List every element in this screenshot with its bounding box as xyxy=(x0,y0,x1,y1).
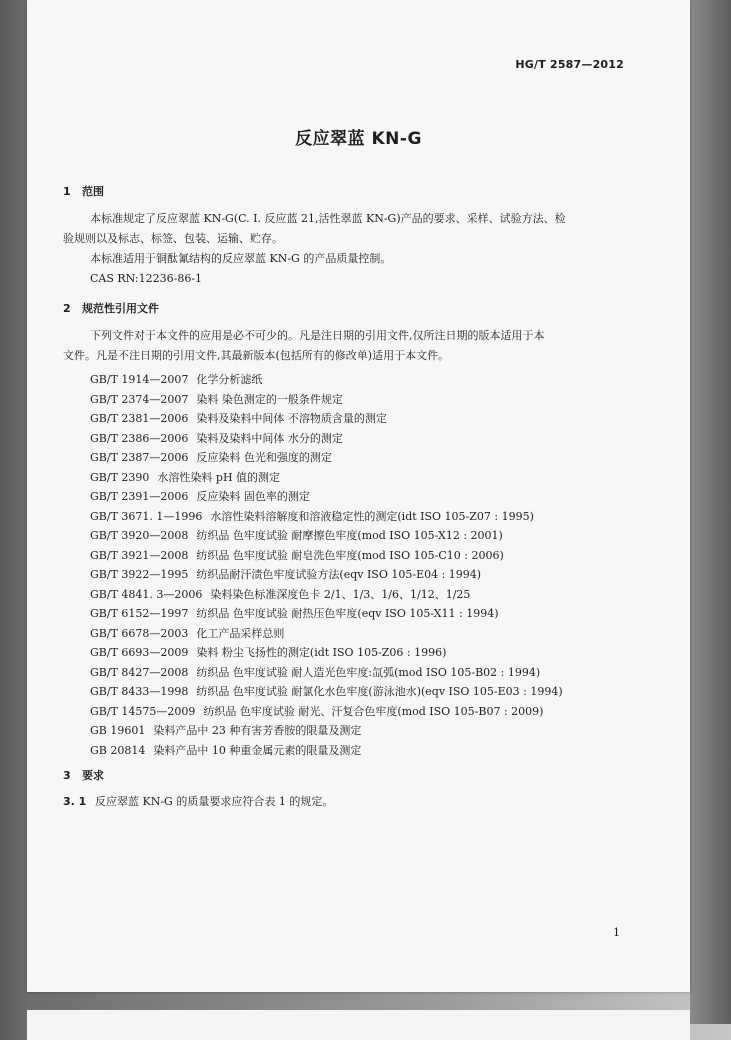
document-page xyxy=(27,0,690,992)
reference-title: 纺织品耐汗渍色牢度试验方法(eqv ISO 105-E04 : 1994) xyxy=(196,568,482,581)
normative-reference-list xyxy=(90,370,563,760)
reference-code: GB/T 2374—2007 xyxy=(90,392,189,406)
document-title: 反应翠蓝 KN-G xyxy=(295,129,422,149)
clause-3-1-text: 反应翠蓝 KN-G 的质量要求应符合表 1 的规定。 xyxy=(95,795,334,808)
reference-item xyxy=(90,643,563,663)
reference-title: 染料产品中 23 种有害芳香胺的限量及测定 xyxy=(153,724,362,737)
intro-line-1: 下列文件对于本文件的应用是必不可少的。凡是注日期的引用文件,仅所注日期的版本适用于本 xyxy=(90,329,545,342)
reference-item xyxy=(90,409,563,429)
reference-title: 反应染料 固色率的测定 xyxy=(196,490,310,503)
reference-code: GB/T 6152—1997 xyxy=(90,607,189,620)
clause-3-1-number: 3. 1 xyxy=(63,795,87,808)
reference-code: GB/T 2387—2006 xyxy=(90,451,189,464)
reference-item xyxy=(90,702,563,722)
section-1-number: 1 xyxy=(63,185,71,198)
reference-item xyxy=(90,526,563,546)
section-1-heading xyxy=(63,183,104,199)
reference-title: 纺织品 色牢度试验 耐氯化水色牢度(游泳池水)(eqv ISO 105-E03 : 1994) xyxy=(196,685,563,698)
reference-item xyxy=(90,604,563,624)
reference-item xyxy=(90,468,563,488)
cas-number: CAS RN:12236-86-1 xyxy=(90,272,203,285)
section-3-heading xyxy=(63,767,104,783)
section-2-number: 2 xyxy=(63,302,71,315)
reference-code: GB/T 4841. 3—2006 xyxy=(90,587,203,601)
reference-title: 化工产品采样总则 xyxy=(196,626,285,640)
reference-code: GB/T 1914—2007 xyxy=(90,373,189,386)
reference-title: 染料染色标准深度色卡 2/1、1/3、1/6、1/12、1/25 xyxy=(210,587,471,601)
reference-code: GB/T 3671. 1—1996 xyxy=(90,509,203,523)
scope-line-2: 验规则以及标志、标签、包装、运输、贮存。 xyxy=(63,232,283,245)
reference-item xyxy=(90,370,563,390)
reference-code: GB/T 8433—1998 xyxy=(90,685,189,698)
reference-code: GB/T 3922—1995 xyxy=(90,568,189,581)
reference-title: 纺织品 色牢度试验 耐皂洗色牢度(mod ISO 105-C10 : 2006) xyxy=(196,548,504,562)
reference-item xyxy=(90,585,563,605)
section-3-title: 要求 xyxy=(82,769,104,782)
section-2-title: 规范性引用文件 xyxy=(82,302,159,315)
reference-code: GB/T 2386—2006 xyxy=(90,431,189,445)
reference-title: 化学分析滤纸 xyxy=(196,373,263,386)
reference-title: 水溶性染料 pH 值的测定 xyxy=(157,470,281,484)
section-1-title: 范围 xyxy=(82,185,104,198)
reference-title: 染料产品中 10 种重金属元素的限量及测定 xyxy=(153,743,362,757)
reference-title: 染料 染色测定的一般条件规定 xyxy=(196,392,343,406)
reference-code: GB 20814 xyxy=(90,743,146,757)
section-2-heading xyxy=(63,300,159,316)
reference-item xyxy=(90,390,563,410)
reference-code: GB/T 3921—2008 xyxy=(90,548,189,562)
reference-code: GB/T 2391—2006 xyxy=(90,490,189,503)
next-page-edge xyxy=(27,1010,690,1040)
reference-item xyxy=(90,429,563,449)
reference-title: 染料 粉尘飞扬性的测定(idt ISO 105-Z06 : 1996) xyxy=(196,646,447,659)
standard-code: HG/T 2587—2012 xyxy=(515,58,624,71)
reference-item xyxy=(90,448,563,468)
reference-title: 纺织品 色牢度试验 耐热压色牢度(eqv ISO 105-X11 : 1994) xyxy=(196,607,499,620)
reference-title: 纺织品 色牢度试验 耐光、汗复合色牢度(mod ISO 105-B07 : 2009) xyxy=(203,704,544,718)
reference-title: 纺织品 色牢度试验 耐摩擦色牢度(mod ISO 105-X12 : 2001) xyxy=(196,529,503,542)
reference-item xyxy=(90,663,563,683)
reference-title: 染料及染料中间体 不溶物质含量的测定 xyxy=(196,412,387,425)
section-2-intro xyxy=(63,326,545,366)
clause-3-1 xyxy=(63,792,333,812)
reference-code: GB/T 6693—2009 xyxy=(90,646,189,659)
reference-code: GB/T 2381—2006 xyxy=(90,412,189,425)
scope-line-1: 本标准规定了反应翠蓝 KN-G(C. I. 反应蓝 21,活性翠蓝 KN-G)产品的要求、采样、试验方法、检 xyxy=(90,212,566,225)
reference-item xyxy=(90,507,563,527)
reference-item xyxy=(90,721,563,741)
section-1-body xyxy=(63,209,566,289)
page-number: 1 xyxy=(613,926,620,939)
reference-item xyxy=(90,487,563,507)
reference-code: GB/T 2390 xyxy=(90,470,150,484)
reference-code: GB/T 14575—2009 xyxy=(90,704,196,718)
intro-line-2: 文件。凡是不注日期的引用文件,其最新版本(包括所有的修改单)适用于本文件。 xyxy=(63,349,450,362)
right-scan-edge xyxy=(690,0,731,1024)
reference-item xyxy=(90,682,563,702)
reference-item xyxy=(90,741,563,761)
section-3-number: 3 xyxy=(63,769,71,782)
reference-title: 染料及染料中间体 水分的测定 xyxy=(196,431,343,445)
reference-code: GB/T 3920—2008 xyxy=(90,529,189,542)
reference-code: GB/T 6678—2003 xyxy=(90,626,189,640)
reference-code: GB 19601 xyxy=(90,724,146,737)
reference-title: 纺织品 色牢度试验 耐人造光色牢度:氙弧(mod ISO 105-B02 : 1994) xyxy=(196,665,541,679)
scope-line-3: 本标准适用于铜酞氰结构的反应翠蓝 KN-G 的产品质量控制。 xyxy=(90,252,392,265)
reference-item xyxy=(90,546,563,566)
reference-code: GB/T 8427—2008 xyxy=(90,665,189,679)
reference-item xyxy=(90,624,563,644)
reference-title: 水溶性染料溶解度和溶液稳定性的测定(idt ISO 105-Z07 : 1995) xyxy=(210,509,534,523)
reference-item xyxy=(90,565,563,585)
reference-title: 反应染料 色光和强度的测定 xyxy=(196,451,332,464)
